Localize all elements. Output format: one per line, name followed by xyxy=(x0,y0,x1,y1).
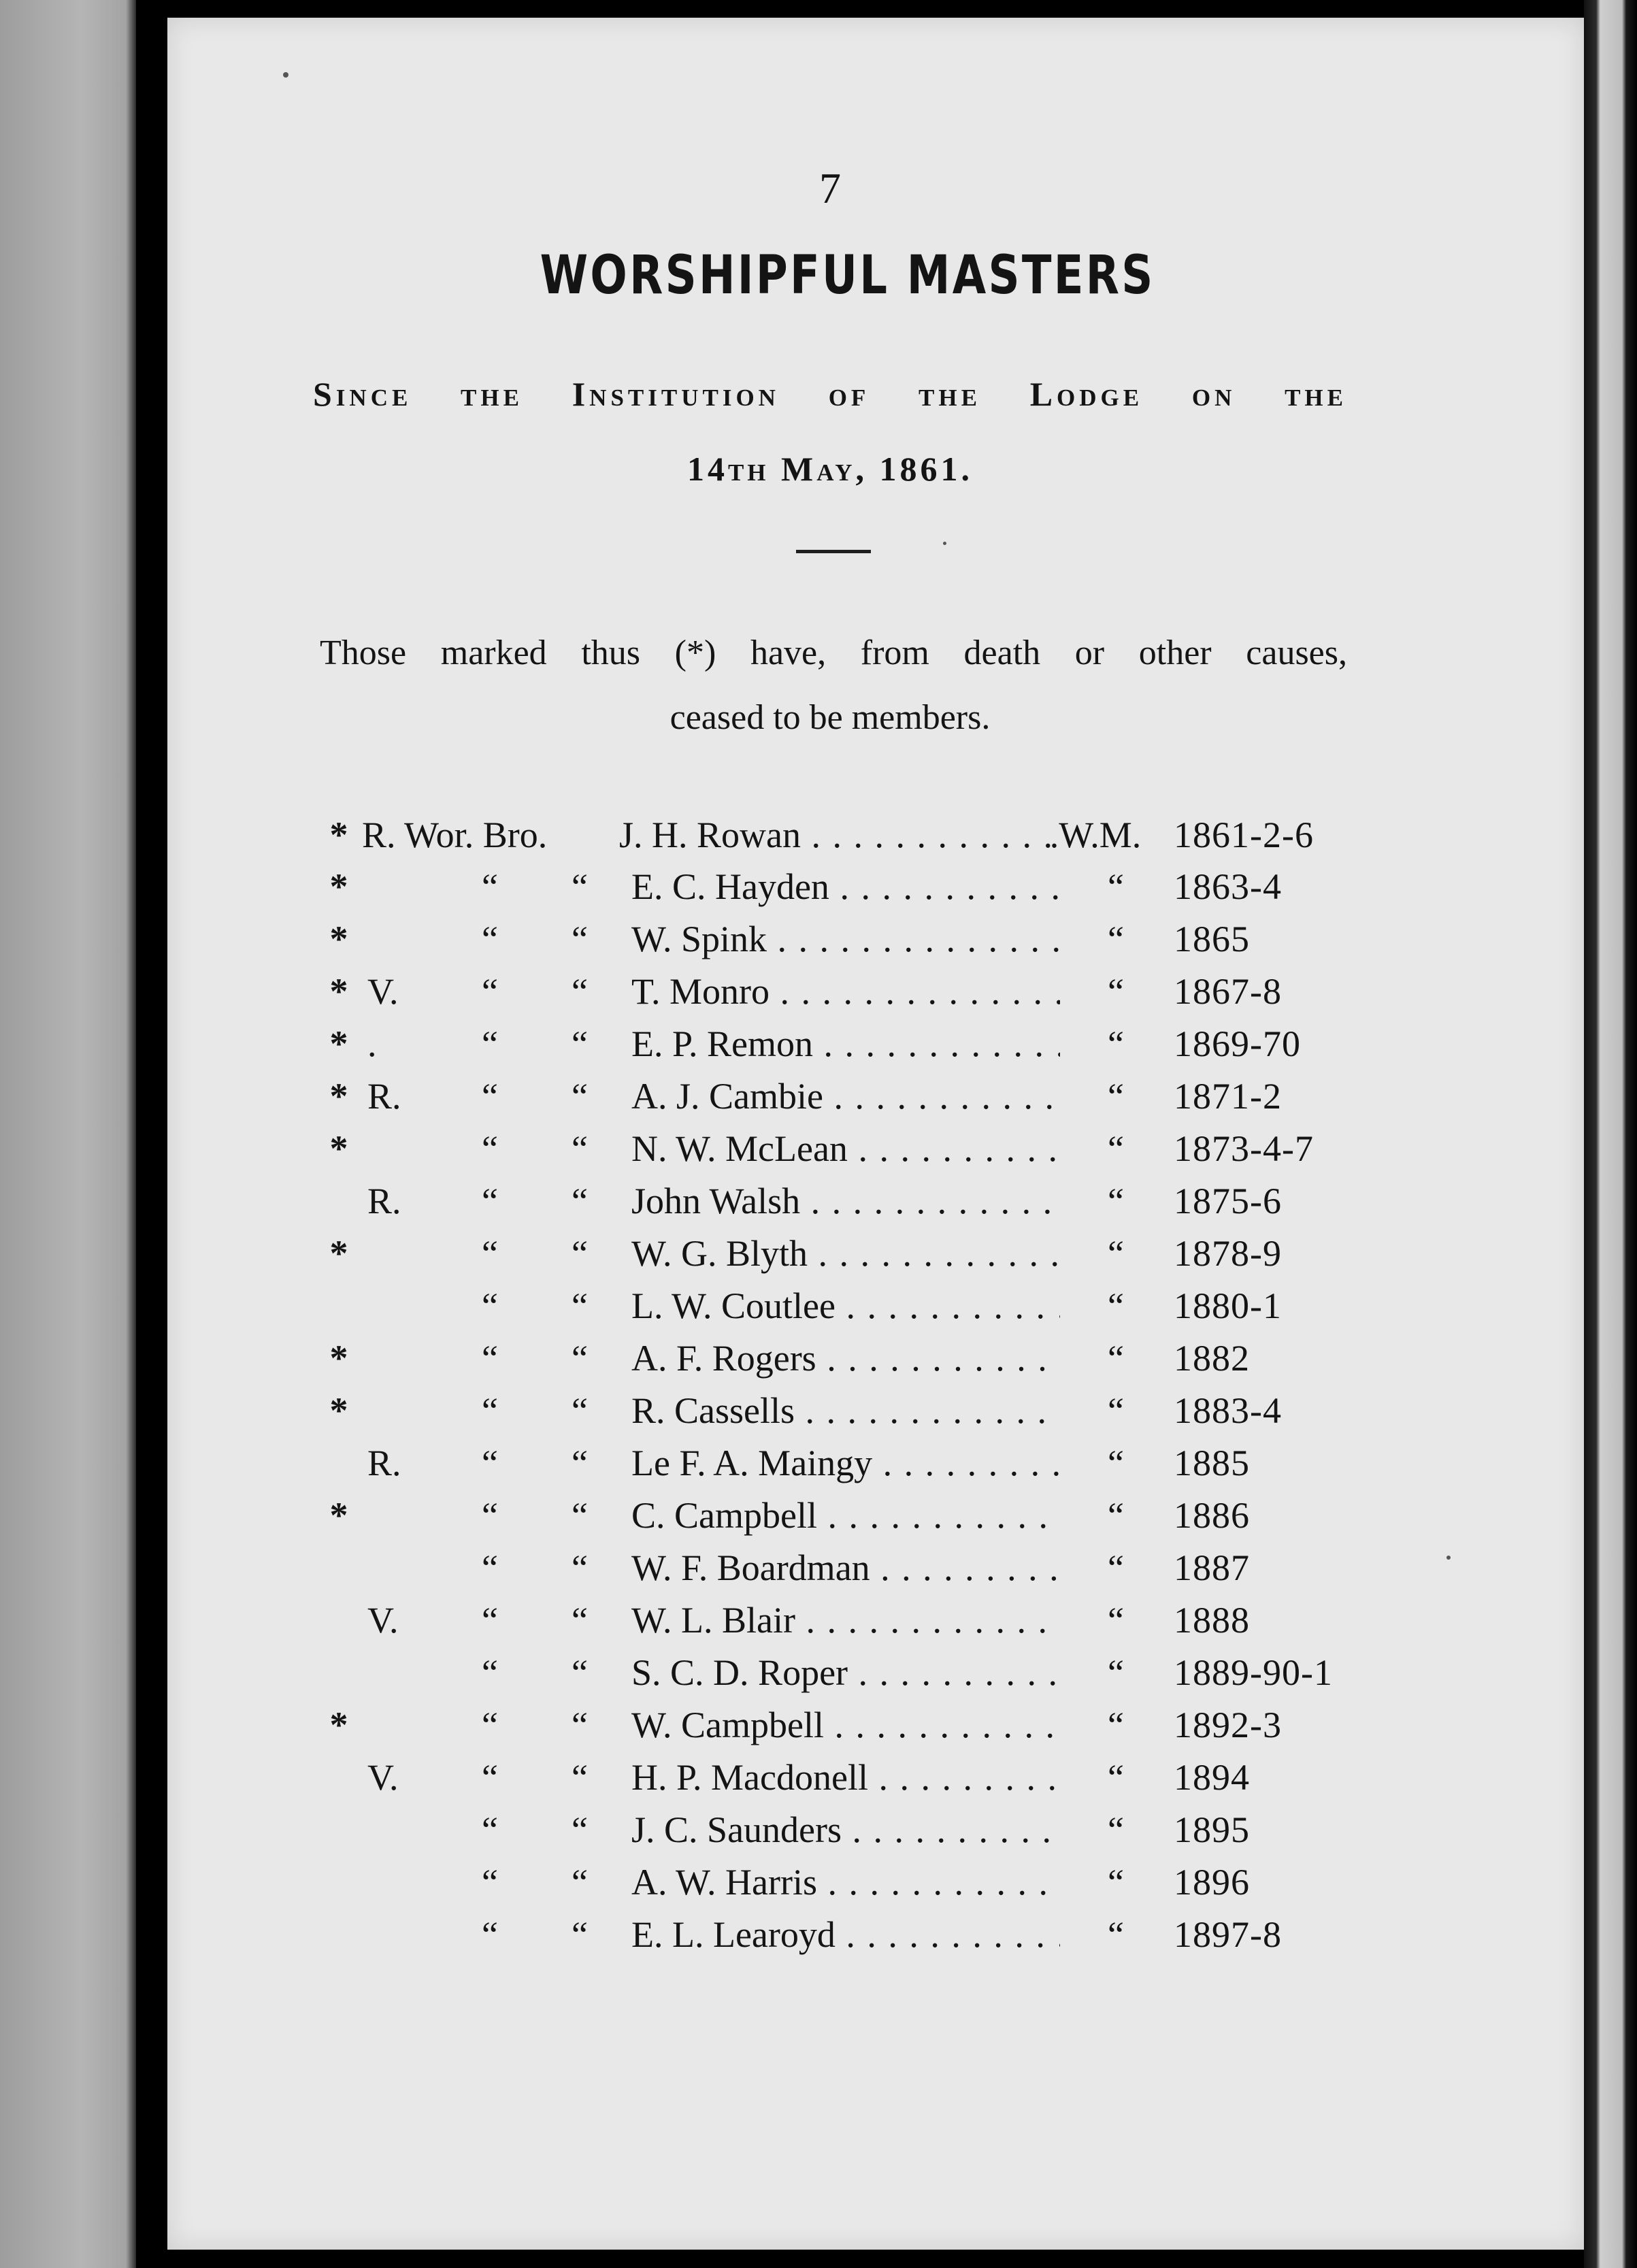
master-name: A. J. Cambie . . . xyxy=(631,1075,1060,1117)
ditto-mark: “ xyxy=(482,1809,498,1850)
master-name: L. W. Coutlee . . . xyxy=(631,1285,1060,1327)
list-item xyxy=(0,1180,1637,1229)
deceased-marker: * xyxy=(329,1076,348,1117)
list-item xyxy=(0,1861,1637,1910)
years: 1897-8 xyxy=(1174,1914,1282,1955)
office: “ xyxy=(1108,1547,1124,1588)
list-item xyxy=(0,1337,1637,1386)
master-name: N. W. McLean . . . xyxy=(631,1128,1060,1170)
ditto-mark: “ xyxy=(482,1338,498,1379)
subtitle-line-2: 14th May, 1861. xyxy=(687,450,974,488)
list-item xyxy=(0,1599,1637,1648)
years: 1885 xyxy=(1174,1443,1250,1483)
office: “ xyxy=(1108,1181,1124,1221)
ditto-mark: “ xyxy=(572,1809,588,1850)
master-name: T. Monro . . . xyxy=(631,970,1060,1013)
list-item xyxy=(0,1651,1637,1700)
rank: R. Wor. Bro. xyxy=(362,815,548,855)
ditto-mark: “ xyxy=(572,1128,588,1169)
master-name: John Walsh . . . xyxy=(631,1180,1060,1222)
deceased-marker: * xyxy=(329,1495,348,1536)
ditto-mark: “ xyxy=(482,1023,498,1064)
ditto-mark: “ xyxy=(572,1705,588,1745)
years: 1896 xyxy=(1174,1862,1250,1903)
master-name: Le F. A. Maingy . . . xyxy=(631,1442,1060,1484)
list-item xyxy=(0,1075,1637,1124)
ditto-mark: “ xyxy=(482,1443,498,1483)
ditto-mark: “ xyxy=(572,1023,588,1064)
list-item xyxy=(0,1285,1637,1334)
ditto-mark: “ xyxy=(482,919,498,959)
office: “ xyxy=(1108,1600,1124,1641)
ditto-mark: “ xyxy=(572,1076,588,1117)
years: 1871-2 xyxy=(1174,1076,1282,1117)
office: “ xyxy=(1108,1128,1124,1169)
master-name: W. Campbell . . . xyxy=(631,1704,1060,1746)
office: “ xyxy=(1108,1023,1124,1064)
list-item xyxy=(0,1756,1637,1805)
ditto-mark: “ xyxy=(572,866,588,907)
master-name: E. C. Hayden . . . xyxy=(631,866,1060,908)
ditto-mark: “ xyxy=(482,971,498,1012)
deceased-marker: * xyxy=(329,971,348,1012)
ditto-mark: “ xyxy=(572,1914,588,1955)
office: “ xyxy=(1108,919,1124,959)
years: 1883-4 xyxy=(1174,1390,1282,1431)
list-item xyxy=(0,970,1637,1019)
ditto-mark: “ xyxy=(572,1495,588,1536)
master-name: R. Cassells . . . xyxy=(631,1390,1060,1432)
rank: R. xyxy=(367,1076,401,1117)
list-item xyxy=(0,1913,1637,1962)
ditto-mark: “ xyxy=(572,1862,588,1903)
ditto-mark: “ xyxy=(482,1600,498,1641)
master-name: S. C. D. Roper . . . xyxy=(631,1651,1060,1694)
office: “ xyxy=(1108,1495,1124,1536)
list-item xyxy=(0,1023,1637,1072)
ditto-mark: “ xyxy=(572,1547,588,1588)
years: 1861-2-6 xyxy=(1174,815,1314,855)
subtitle-line-1: Since the Institution of the Lodge on the xyxy=(313,375,1347,413)
rank: . xyxy=(367,1023,377,1064)
years: 1867-8 xyxy=(1174,971,1282,1012)
years: 1882 xyxy=(1174,1338,1250,1379)
rank: V. xyxy=(367,1600,399,1641)
office: “ xyxy=(1108,1390,1124,1431)
deceased-marker: * xyxy=(329,1233,348,1274)
master-name: E. L. Learoyd . . . xyxy=(631,1913,1060,1956)
ditto-mark: “ xyxy=(572,1652,588,1693)
office: “ xyxy=(1108,1076,1124,1117)
years: 1892-3 xyxy=(1174,1705,1282,1745)
ditto-mark: “ xyxy=(482,1914,498,1955)
office: “ xyxy=(1108,1338,1124,1379)
ditto-mark: “ xyxy=(482,1181,498,1221)
master-name: A. W. Harris . . . xyxy=(631,1861,1060,1903)
ditto-mark: “ xyxy=(572,971,588,1012)
ditto-mark: “ xyxy=(482,1862,498,1903)
ditto-mark: “ xyxy=(572,1757,588,1798)
office: “ xyxy=(1108,866,1124,907)
master-name: W. L. Blair . . . xyxy=(631,1599,1060,1641)
ditto-mark: “ xyxy=(482,1652,498,1693)
years: 1886 xyxy=(1174,1495,1250,1536)
office: “ xyxy=(1108,971,1124,1012)
years: 1880-1 xyxy=(1174,1285,1282,1326)
ditto-mark: “ xyxy=(482,1233,498,1274)
ditto-mark: “ xyxy=(482,1128,498,1169)
years: 1895 xyxy=(1174,1809,1250,1850)
office: “ xyxy=(1108,1285,1124,1326)
deceased-marker: * xyxy=(329,1338,348,1379)
rank: R. xyxy=(367,1181,401,1221)
list-item xyxy=(0,1809,1637,1858)
ditto-mark: “ xyxy=(482,866,498,907)
list-item xyxy=(0,1494,1637,1543)
ditto-mark: “ xyxy=(482,1390,498,1431)
office: “ xyxy=(1108,1652,1124,1693)
years: 1875-6 xyxy=(1174,1181,1282,1221)
list-item xyxy=(0,918,1637,967)
years: 1865 xyxy=(1174,919,1250,959)
years: 1894 xyxy=(1174,1757,1250,1798)
years: 1888 xyxy=(1174,1600,1250,1641)
master-name: E. P. Remon . . . xyxy=(631,1023,1060,1065)
list-item xyxy=(0,1128,1637,1177)
deceased-marker: * xyxy=(329,815,348,855)
list-item xyxy=(0,1547,1637,1596)
ditto-mark: “ xyxy=(482,1547,498,1588)
ditto-mark: “ xyxy=(482,1495,498,1536)
master-name: W. F. Boardman . . . xyxy=(631,1547,1060,1589)
office: “ xyxy=(1108,1233,1124,1274)
years: 1889-90-1 xyxy=(1174,1652,1333,1693)
ditto-mark: “ xyxy=(572,1390,588,1431)
master-name: J. H. Rowan . . . xyxy=(619,814,1055,856)
ditto-mark: “ xyxy=(572,1443,588,1483)
office: “ xyxy=(1108,1914,1124,1955)
ditto-mark: “ xyxy=(572,1181,588,1221)
page-title: WORSHIPFUL MASTERS xyxy=(540,245,1155,306)
rank: V. xyxy=(367,971,399,1012)
ditto-mark: “ xyxy=(572,1285,588,1326)
ditto-mark: “ xyxy=(482,1076,498,1117)
years: 1887 xyxy=(1174,1547,1250,1588)
note-line-1: Those marked thus (*) have, from death or other causes, xyxy=(320,634,1347,672)
rank: V. xyxy=(367,1757,399,1798)
office: “ xyxy=(1108,1705,1124,1745)
list-item xyxy=(0,1442,1637,1491)
rank: R. xyxy=(367,1443,401,1483)
office: “ xyxy=(1108,1443,1124,1483)
deceased-marker: * xyxy=(329,1023,348,1064)
list-item xyxy=(0,866,1637,915)
deceased-marker: * xyxy=(329,1390,348,1431)
years: 1863-4 xyxy=(1174,866,1282,907)
master-name: W. G. Blyth . . . xyxy=(631,1232,1060,1275)
ditto-mark: “ xyxy=(482,1285,498,1326)
office: .W.M. xyxy=(1049,815,1142,855)
list-item xyxy=(0,814,1637,863)
note-line-2: ceased to be members. xyxy=(669,698,991,737)
master-name: C. Campbell . . . xyxy=(631,1494,1060,1536)
ditto-mark: “ xyxy=(572,1600,588,1641)
ditto-mark: “ xyxy=(572,919,588,959)
years: 1878-9 xyxy=(1174,1233,1282,1274)
deceased-marker: * xyxy=(329,919,348,959)
ditto-mark: “ xyxy=(572,1233,588,1274)
office: “ xyxy=(1108,1862,1124,1903)
master-name: A. F. Rogers . . . xyxy=(631,1337,1060,1379)
years: 1869-70 xyxy=(1174,1023,1301,1064)
ditto-mark: “ xyxy=(482,1757,498,1798)
deceased-marker: * xyxy=(329,1705,348,1745)
ditto-mark: “ xyxy=(482,1705,498,1745)
years: 1873-4-7 xyxy=(1174,1128,1314,1169)
master-name: W. Spink . . . xyxy=(631,918,1060,960)
office: “ xyxy=(1108,1809,1124,1850)
list-item xyxy=(0,1232,1637,1281)
page-number: 7 xyxy=(819,164,841,212)
master-name: J. C. Saunders . . . xyxy=(631,1809,1060,1851)
master-name: H. P. Macdonell . . . xyxy=(631,1756,1060,1798)
office: “ xyxy=(1108,1757,1124,1798)
list-item xyxy=(0,1704,1637,1753)
deceased-marker: * xyxy=(329,866,348,907)
ditto-mark: “ xyxy=(572,1338,588,1379)
list-item xyxy=(0,1390,1637,1439)
deceased-marker: * xyxy=(329,1128,348,1169)
